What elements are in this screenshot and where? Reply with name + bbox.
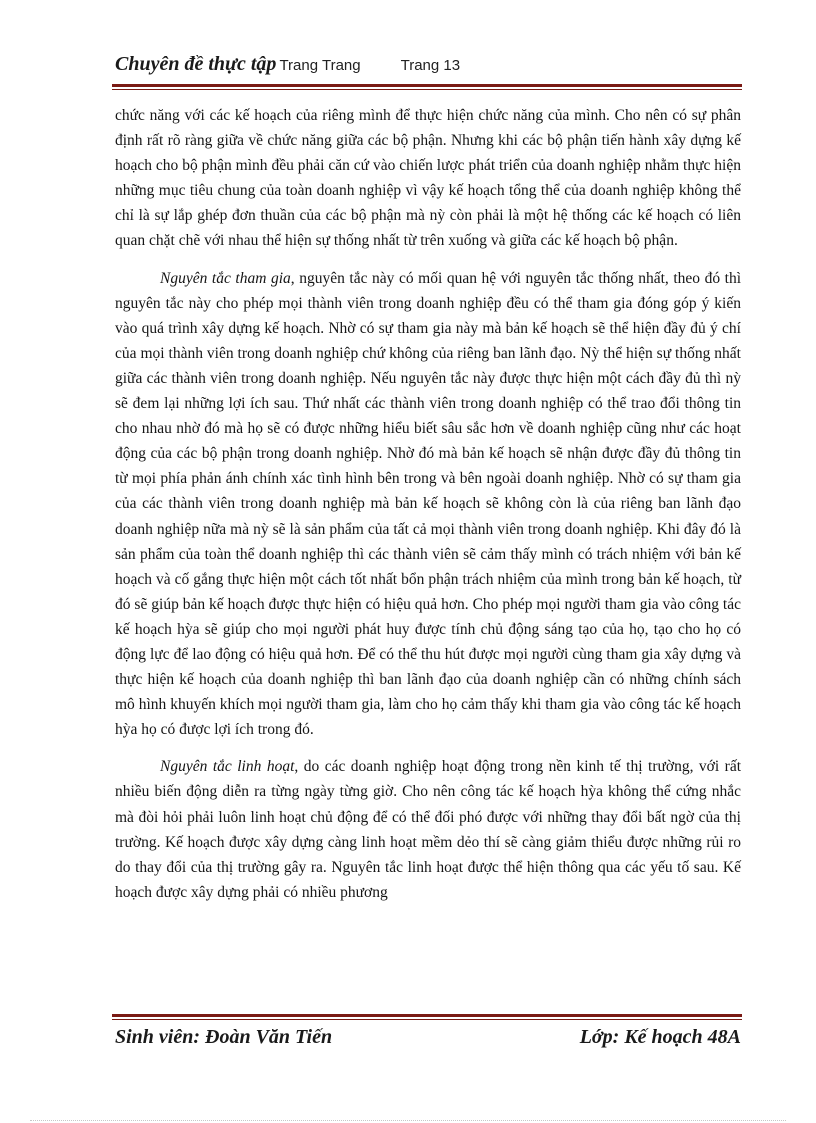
page-boundary <box>30 1120 786 1121</box>
class-name: Lớp: Kế hoạch 48A <box>579 1026 741 1048</box>
document-body <box>115 103 741 905</box>
paragraph-text: , nguyên tắc này có mối quan hệ với nguyên tắc thống nhất, theo đó thì nguyên tắc này cho phép mọi thành viên trong doanh nghiệp đều có thể tham gia đóng góp ý kiến vào quá trình xây dựng kế hoạch. Nhờ có sự tham gia này mà bản kế hoạch sẽ thể hiện đầy đủ ý chí của mọi thành viên trong doanh nghiệp chứ không của riêng ban lãnh đạo. Nỳ thể hiện sự thống nhất giữa các thành viên trong doanh nghiệp. Nếu nguyên tắc này được thực hiện một cách đầy đủ thì nỳ sẽ đem lại những lợi ích sau. Thứ nhất các thành viên trong doanh nghiệp có thể trao đổi thông tin cho nhau nhờ đó mà họ sẽ có được những hiểu biết sâu sắc hơn về doanh nghiệp cũng như các hoạt động của các bộ phận trong doanh nghiệp. Nhờ đó mà bản kế hoạch sẽ nhận được đầy đủ thông tin từ mọi phía phản ánh chính xác tình hình bên trong và bên ngoài doanh nghiệp. Nhờ có sự tham gia của các thành viên trong doanh nghiệp mà bản kế hoạch sẽ không còn là của riêng ban lãnh đạo doanh nghiệp nữa mà nỳ sẽ là sản phẩm của tất cả mọi thành viên trong doanh nghiệp. Khi đây đó là sản phẩm của toàn thể doanh nghiệp thì các thành viên sẽ cảm thấy mình có trách nhiệm với bản kế hoạch và cố gắng thực hiện một cách tốt nhất bổn phận trách nhiệm của mình trong bản kế hoạch, từ đó sẽ giúp bản kế hoạch được thực hiện có hiệu quả hơn. Cho phép mọi người tham gia vào công tác kế hoạch hỳa sẽ giúp cho mọi người phát huy được tính chủ động sáng tạo của họ, tạo cho họ có động lực để lao động có hiệu quả hơn. Để có thể thu hút được mọi người cùng tham gia xây dựng và thực hiện kế hoạch của doanh nghiệp thì ban lãnh đạo của doanh nghiệp cần có những chính sách mô hình khuyến khích mọi người tham gia, làm cho họ cảm thấy khi tham gia vào công tác kế hoạch hỳa họ có được lợi ích trong đó. <box>115 269 741 739</box>
document-title: Chuyên đề thực tập <box>115 53 277 75</box>
page-number: Trang 13 <box>400 57 461 74</box>
paragraph-text: , do các doanh nghiệp hoạt động trong nền kinh tế thị trường, với rất nhiều biến động diễn ra từng ngày từng giờ. Cho nên công tác kế hoạch hỳa không thể cứng nhắc mà đòi hỏi phải luôn linh hoạt chủ động để có thể đối phó được với những thay đổi bất ngờ của thị trường. Kế hoạch được xây dựng càng linh hoạt mềm dẻo thí sẽ càng giảm thiểu được những rủi ro do thay đổi của thị trường gây ra. Nguyên tắc linh hoạt được thể hiện thông qua các yếu tố sau. Kế hoạch được xây dựng phải có nhiều phương <box>115 758 741 901</box>
paragraph-text: chức năng với các kế hoạch của riêng mình để thực hiện chức năng của mình. Cho nên có sự phân định rất rõ ràng giữa về chức năng giữa các bộ phận. Nhưng khi các bộ phận tiến hành xây dựng kế hoạch cho bộ phận mình đều phải căn cứ vào chiến lược phát triển của doanh nghiệp nhằm thực hiện những mục tiêu chung của toàn doanh nghiệp vì vậy kế hoạch tổng thể của doanh nghiệp không thể chỉ là sự lắp ghép đơn thuần của các bộ phận mà nỳ còn phải là một hệ thống các kế hoạch có liên quan chặt chẽ với nhau thể hiện sự thống nhất từ trên xuống và giữa các kế hoạch bộ phận. <box>115 107 741 250</box>
header-rule <box>112 84 742 90</box>
paragraph <box>115 103 741 254</box>
author-name: Trang Trang <box>279 57 361 74</box>
page-footer <box>115 1026 741 1054</box>
principle-heading: Nguyên tắc tham gia <box>160 269 291 287</box>
page-header <box>115 53 741 81</box>
paragraph <box>115 754 741 905</box>
student-name: Sinh viên: Đoàn Văn Tiến <box>115 1026 333 1048</box>
paragraph <box>115 266 741 743</box>
footer-rule <box>112 1014 742 1020</box>
principle-heading: Nguyên tắc linh hoạt <box>160 758 295 776</box>
